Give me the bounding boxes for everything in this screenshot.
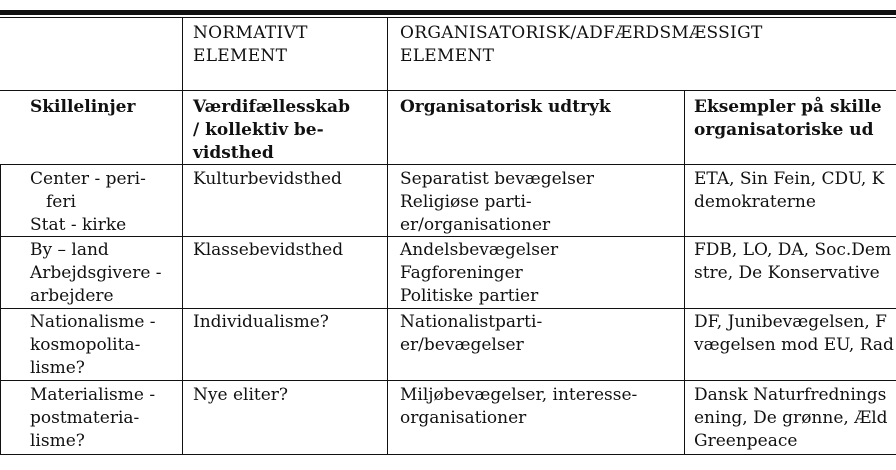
table-cell-vaerdi	[193, 311, 329, 334]
table-cell-udtryk	[400, 239, 558, 308]
table-cell-vaerdi	[193, 168, 342, 191]
cell-line: Fagforeninger	[400, 263, 523, 283]
cell-line: Klassebevidsthed	[193, 240, 344, 260]
table-cell-eksempler	[694, 168, 884, 214]
cell-line: er/bevægelser	[400, 335, 524, 355]
cell-line: kosmopolita-	[30, 335, 141, 355]
column-header-udtryk	[400, 96, 611, 119]
column-header-skillelinjer	[30, 96, 135, 119]
column-divider	[182, 17, 183, 454]
cell-line: lisme?	[30, 358, 85, 378]
row-divider	[0, 90, 896, 91]
row-divider	[0, 454, 896, 455]
cell-line: Materialisme -	[30, 385, 156, 405]
row-divider	[0, 164, 896, 165]
table-cell-skillelinjer	[30, 384, 155, 453]
header-line: Organisatorisk udtryk	[400, 97, 611, 117]
cell-line: Stat - kirke	[30, 215, 127, 235]
header-line: NORMATIVT	[193, 23, 308, 43]
column-divider	[387, 17, 388, 454]
header-line: vidsthed	[193, 143, 274, 163]
cell-line: Center - peri-	[30, 169, 146, 189]
cell-line: arbejdere	[30, 286, 114, 306]
left-border	[0, 164, 1, 454]
table-cell-skillelinjer	[30, 168, 146, 237]
cell-line: stre, De Konservative	[694, 263, 880, 283]
header-line: ELEMENT	[193, 46, 288, 66]
table-cell-eksempler	[694, 384, 888, 453]
header-line: ORGANISATORISK/ADFÆRDSMÆSSIGT	[400, 23, 763, 43]
cell-line: Miljøbevægelser, interesse-	[400, 385, 638, 405]
cell-line: feri	[46, 192, 76, 212]
top-border-thick	[0, 10, 896, 15]
table-cell-eksempler	[694, 239, 891, 285]
table-cell-skillelinjer	[30, 311, 156, 380]
table-cell-eksempler	[694, 311, 894, 357]
cell-line: ETA, Sin Fein, CDU, K	[694, 169, 885, 189]
cell-line: vægelsen mod EU, Rad	[694, 335, 894, 355]
cell-line: Nationalistparti-	[400, 312, 543, 332]
cell-line: By – land	[30, 240, 109, 260]
top-border-thin	[0, 17, 896, 18]
cell-line: demokraterne	[694, 192, 816, 212]
row-divider	[0, 380, 896, 381]
cell-line: postmateria-	[30, 408, 140, 428]
header-line: Værdifællesskab	[193, 97, 350, 117]
normativt-element-header	[193, 22, 308, 68]
cell-line: ening, De grønne, Æld	[694, 408, 888, 428]
cell-line: Nationalisme -	[30, 312, 156, 332]
cell-line: er/organisationer	[400, 215, 551, 235]
cell-line: lisme?	[30, 431, 85, 451]
header-line: / kollektiv be-	[193, 120, 324, 140]
header-line: Eksempler på skille	[694, 97, 882, 117]
organisatorisk-element-header	[400, 22, 763, 68]
cell-line: Dansk Naturfrednings	[694, 385, 887, 405]
table-cell-udtryk	[400, 384, 637, 430]
header-line: Skillelinjer	[30, 97, 136, 117]
cell-line: organisationer	[400, 408, 527, 428]
cell-line: Greenpeace	[694, 431, 798, 451]
header-line: organisatoriske ud	[694, 120, 874, 140]
column-header-vaerdi	[193, 96, 350, 165]
table-cell-udtryk	[400, 168, 594, 237]
cell-line: Individualisme?	[193, 312, 329, 332]
table-cell-skillelinjer	[30, 239, 162, 308]
row-divider	[0, 308, 896, 309]
table-cell-udtryk	[400, 311, 542, 357]
column-header-eksempler	[694, 96, 882, 142]
cell-line: Religiøse parti-	[400, 192, 532, 212]
cell-line: Separatist bevægelser	[400, 169, 595, 189]
cell-line: Kulturbevidsthed	[193, 169, 342, 189]
header-line: ELEMENT	[400, 46, 495, 66]
table-cell-vaerdi	[193, 384, 288, 407]
cell-line: Andelsbevægelser	[400, 240, 559, 260]
column-divider	[684, 90, 685, 454]
cell-line: FDB, LO, DA, Soc.Dem	[694, 240, 892, 260]
table-cell-vaerdi	[193, 239, 343, 262]
cell-line: Arbejdsgivere -	[30, 263, 162, 283]
cell-line: DF, Junibevægelsen, F	[694, 312, 887, 332]
cell-line: Politiske partier	[400, 286, 539, 306]
cell-line: Nye eliter?	[193, 385, 289, 405]
